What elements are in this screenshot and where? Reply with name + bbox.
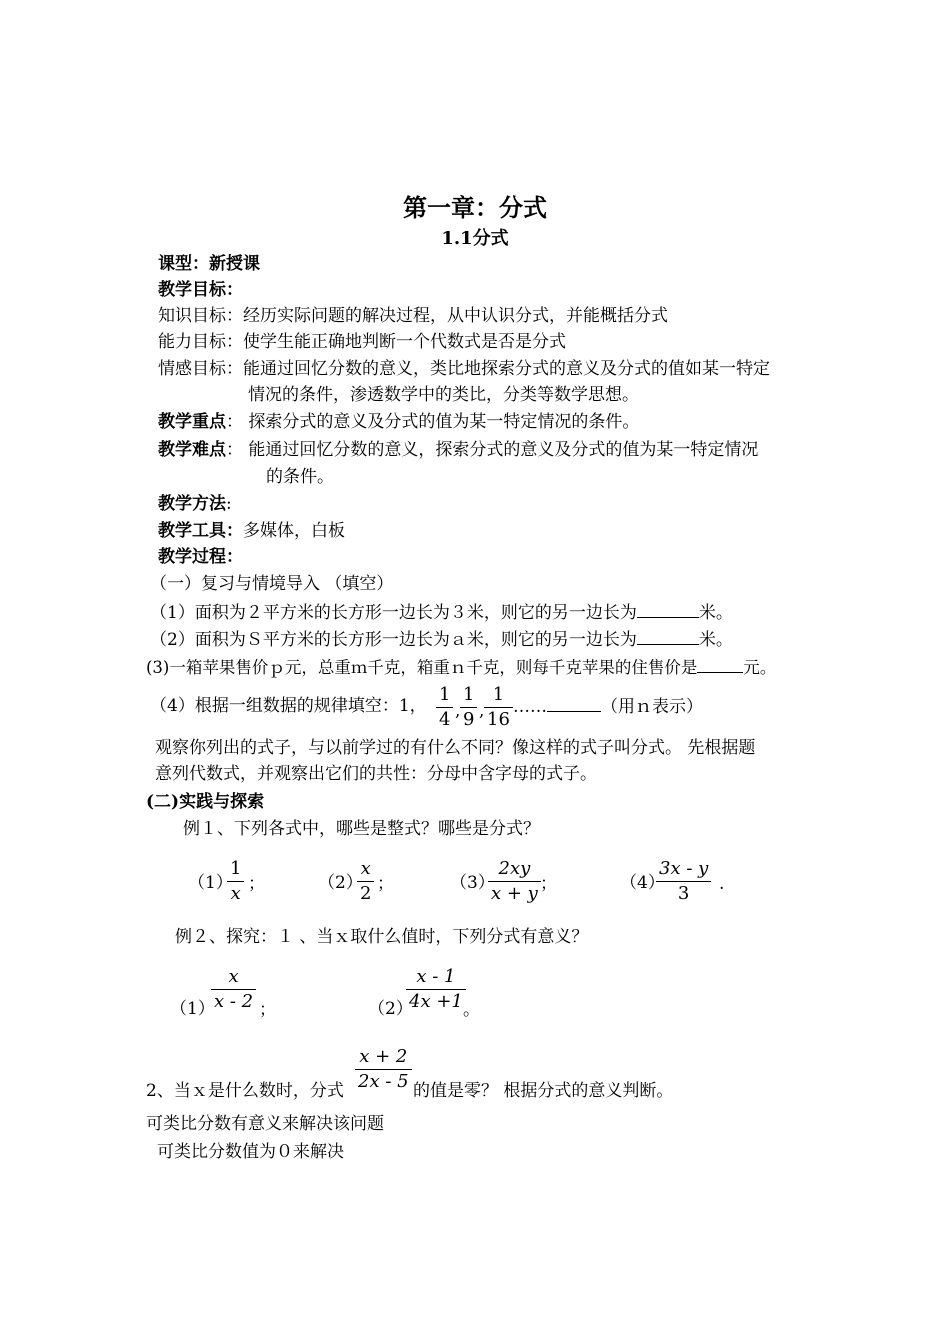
fraction-denominator: x - 2	[214, 991, 254, 1012]
ex1-fraction	[656, 857, 711, 906]
fraction-numerator: 1	[439, 684, 451, 705]
method-label: 教学方法	[158, 494, 226, 514]
fraction-denominator: x	[230, 883, 241, 904]
key-point	[158, 411, 639, 433]
question-3-unit: 元。	[743, 658, 777, 677]
fraction-denominator: 2	[360, 883, 372, 904]
emotion-goal-line1: 情感目标：能通过回忆分数的意义，类比地探索分式的意义及分式的值如某一特定	[158, 359, 770, 379]
zero-fraction	[355, 1045, 412, 1094]
observe-line1: 观察你列出的式子，与以前学过的有什么不同？像这样的式子叫分式。 先根据题	[155, 738, 756, 758]
ex2-fraction	[211, 965, 256, 1014]
fraction-denominator: 16	[487, 709, 510, 730]
fraction-numerator: x + 2	[359, 1046, 408, 1067]
fraction-numerator: 3x - y	[659, 858, 709, 879]
question-2-text: （2）面积为Ｓ平方米的长方形一边长为ａ米，则它的另一边长为	[150, 630, 637, 650]
ex1-label: （2）	[318, 873, 363, 893]
ability-goal: 能力目标：使学生能正确地判断一个代数式是否是分式	[158, 332, 566, 352]
teaching-tools	[158, 520, 345, 542]
example-1: 例１、下列各式中，哪些是整式？哪些是分式？	[183, 819, 540, 839]
question-2	[150, 628, 733, 651]
ex2-label: （2）	[368, 999, 413, 1019]
page-subtitle: 1.1分式	[441, 228, 509, 249]
difficulty	[158, 439, 758, 461]
key-point-label: 教学重点	[158, 412, 226, 432]
section-practice: (二)实践与探索	[146, 792, 265, 812]
ex2-label: （1）	[170, 999, 215, 1019]
observe-line2: 意列代数式，并观察出它们的共性：分母中含字母的式子。	[155, 764, 597, 784]
analogy-line1: 可类比分数有意义来解决该问题	[146, 1114, 384, 1134]
tools-label: 教学工具：	[158, 521, 243, 541]
ex2-fraction	[406, 965, 466, 1014]
tools-text: 多媒体，白板	[243, 521, 345, 541]
section-review: （一）复习与情境导入 （填空）	[150, 574, 394, 594]
question-1-unit: 米。	[698, 603, 733, 623]
fraction-denominator: x + y	[491, 883, 538, 904]
fraction-numerator: x	[228, 966, 239, 987]
comma: ,	[455, 701, 461, 721]
ex1-fraction	[227, 857, 244, 906]
zero-question-suffix: 的值是零？ 根据分式的意义判断。	[413, 1081, 674, 1101]
ex1-end: ；	[377, 874, 394, 894]
ex1-end: .	[719, 874, 725, 894]
ex1-fraction	[357, 857, 374, 906]
difficulty-text: ： 能通过回忆分数的意义，探索分式的意义及分式的值为某一特定情况	[226, 440, 759, 460]
page-title: 第一章：分式	[403, 193, 547, 222]
fraction-numerator: 2xy	[498, 858, 531, 879]
ex1-label: （4）	[620, 873, 665, 893]
fraction-denominator: 9	[463, 709, 475, 730]
question-1-text: （1）面积为２平方米的长方形一边长为３米，则它的另一边长为	[150, 603, 637, 623]
question-2-unit: 米。	[698, 630, 733, 650]
question-3-text: (3)一箱苹果售价ｐ元，总重ｍ千克，箱重ｎ千克，则每千克苹果的住售价是	[146, 658, 698, 677]
objectives-heading: 教学目标：	[158, 280, 243, 300]
fraction-denominator: 2x - 5	[358, 1071, 409, 1092]
fraction-numerator: 1	[463, 684, 475, 705]
sequence-fraction	[436, 683, 453, 732]
question-1	[150, 601, 733, 624]
example-2: 例２、探究：１ 、当ｘ取什么值时，下列分式有意义？	[175, 927, 589, 947]
ex2-end: ；	[259, 1000, 276, 1020]
difficulty-line2: 的条件。	[266, 467, 334, 487]
answer-blank	[637, 628, 699, 645]
ex1-end: ；	[540, 874, 557, 894]
question-4-tail	[513, 695, 703, 718]
key-point-text: ： 探索分式的意义及分式的值为某一特定情况的条件。	[226, 412, 640, 432]
question-4-text: （4）根据一组数据的规律填空：1，	[150, 696, 427, 716]
answer-blank	[637, 601, 699, 618]
fraction-denominator: 4	[439, 709, 451, 730]
knowledge-goal: 知识目标：经历实际问题的解决过程，从中认识分式，并能概括分式	[158, 306, 668, 326]
sequence-fraction	[484, 683, 513, 732]
comma: ,	[479, 701, 485, 721]
answer-blank	[697, 656, 743, 673]
sequence-fraction	[460, 683, 477, 732]
ex2-end: 。	[463, 1000, 480, 1020]
ex1-end: ；	[248, 874, 265, 894]
difficulty-label: 教学难点	[158, 440, 226, 460]
emotion-goal-line2: 情况的条件，渗透数学中的类比，分类等数学思想。	[248, 385, 639, 405]
question-4-hint: （用ｎ表示）	[601, 697, 703, 717]
fraction-numerator: 1	[230, 858, 242, 879]
ellipsis: ……	[513, 697, 547, 717]
ex1-label: （3）	[450, 873, 495, 893]
process-heading: 教学过程：	[158, 547, 243, 567]
method-text: :	[226, 494, 232, 514]
fraction-denominator: 4x +1	[409, 991, 463, 1012]
fraction-numerator: 1	[492, 684, 505, 705]
ex1-label: （1）	[188, 873, 233, 893]
fraction-numerator: x - 1	[416, 966, 456, 987]
analogy-line2: 可类比分数值为０来解决	[157, 1142, 344, 1162]
fraction-numerator: x	[360, 858, 371, 879]
question-3	[146, 656, 776, 679]
lesson-type: 课型：新授课	[158, 254, 260, 274]
zero-question-prefix: 2、当ｘ是什么数时，分式	[146, 1081, 344, 1101]
ex1-fraction	[488, 857, 541, 906]
answer-blank	[547, 695, 601, 712]
fraction-denominator: 3	[677, 883, 690, 904]
teaching-method	[158, 493, 232, 515]
